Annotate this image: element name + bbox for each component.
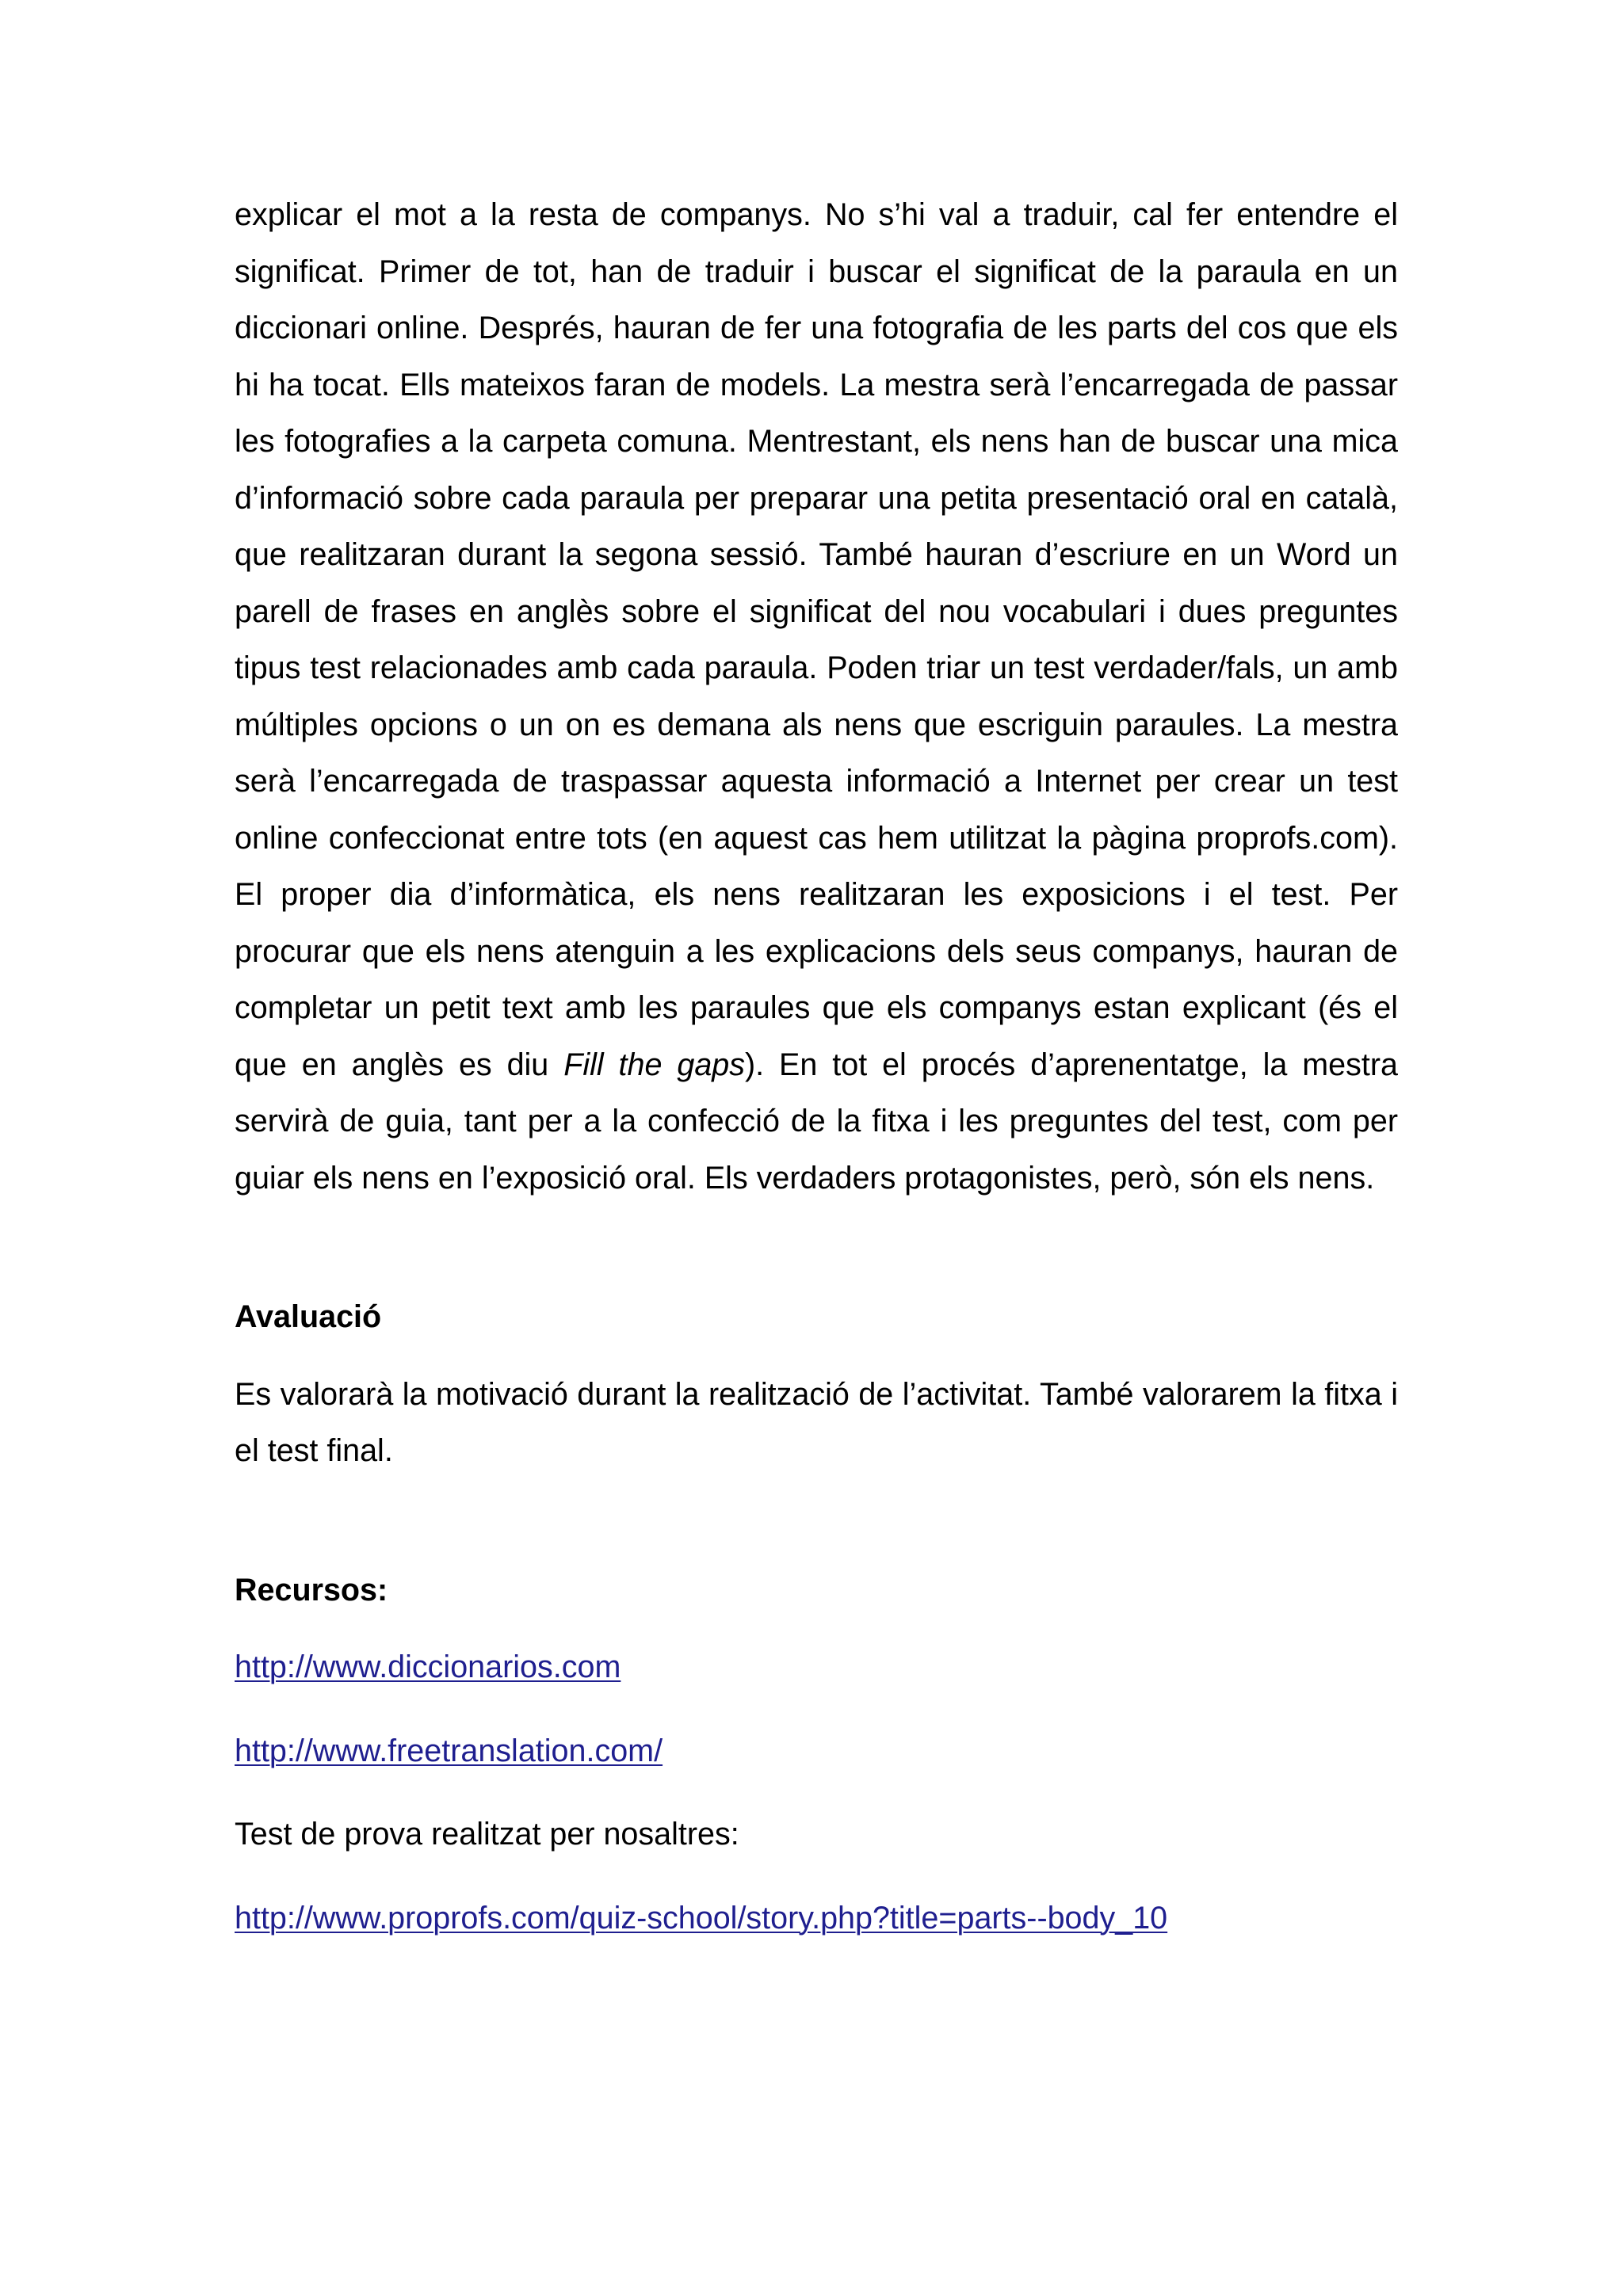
resource-link-diccionarios[interactable]: http://www.diccionarios.com [235, 1650, 621, 1684]
resource-link-freetranslation[interactable]: http://www.freetranslation.com/ [235, 1733, 663, 1768]
resource-link-proprofs-quiz[interactable]: http://www.proprofs.com/quiz-school/story.php?title=parts--body_10 [235, 1900, 1168, 1936]
body-paragraph-text-2: ). En tot el procés d’aprenentatge, la mestra servirà de guia, tant per a la confecció de la fitxa i les preguntes del test, com per guiar els nens en l’exposició oral. Els verdaders protagonistes, però, són els nens. [235, 1047, 1398, 1196]
body-paragraph-text-1: explicar el mot a la resta de companys. No s’hi val a traduir, cal fer entendre el significat. Primer de tot, han de traduir i buscar el significat de la paraula en un diccionari online. Després, hauran de fer una fotografia de les parts del cos que els hi ha tocat. Ells mateixos faran de models. La mestra serà l’encarregada de passar les fotografies a la carpeta comuna. Mentrestant, els nens han de buscar una mica d’informació sobre cada paraula per preparar una petita presentació oral en català, que realitzaran durant la segona sessió. També hauran d’escriure en un Word un parell de frases en anglès sobre el significat del nou vocabulari i dues preguntes tipus test relacionades amb cada paraula. Poden triar un test verdader/fals, un amb múltiples opcions o un on es demana als nens que escriguin paraules. La mestra serà l’encarregada de traspassar aquesta informació a Internet per crear un test online confeccionat entre tots (en aquest cas hem utilitzat la pàgina proprofs.com). El proper dia d’informàtica, els nens realitzaran les exposicions i el test. Per procurar que els nens atenguin a les explicacions dels seus companys, hauran de completar un petit text amb les paraules que els companys estan explicant (és el que en anglès es diu [235, 197, 1398, 1082]
body-paragraph [235, 187, 1398, 1207]
body-paragraph-italic-phrase: Fill the gaps [563, 1047, 746, 1082]
resource-note: Test de prova realitzat per nosaltres: [235, 1817, 739, 1852]
recursos-heading: Recursos: [235, 1572, 388, 1608]
avaluacio-paragraph: Es valorarà la motivació durant la realització de l’activitat. També valorarem la fitxa i el test final. [235, 1376, 1398, 1468]
document-page [235, 187, 1398, 1947]
avaluacio-heading: Avaluació [235, 1299, 382, 1334]
